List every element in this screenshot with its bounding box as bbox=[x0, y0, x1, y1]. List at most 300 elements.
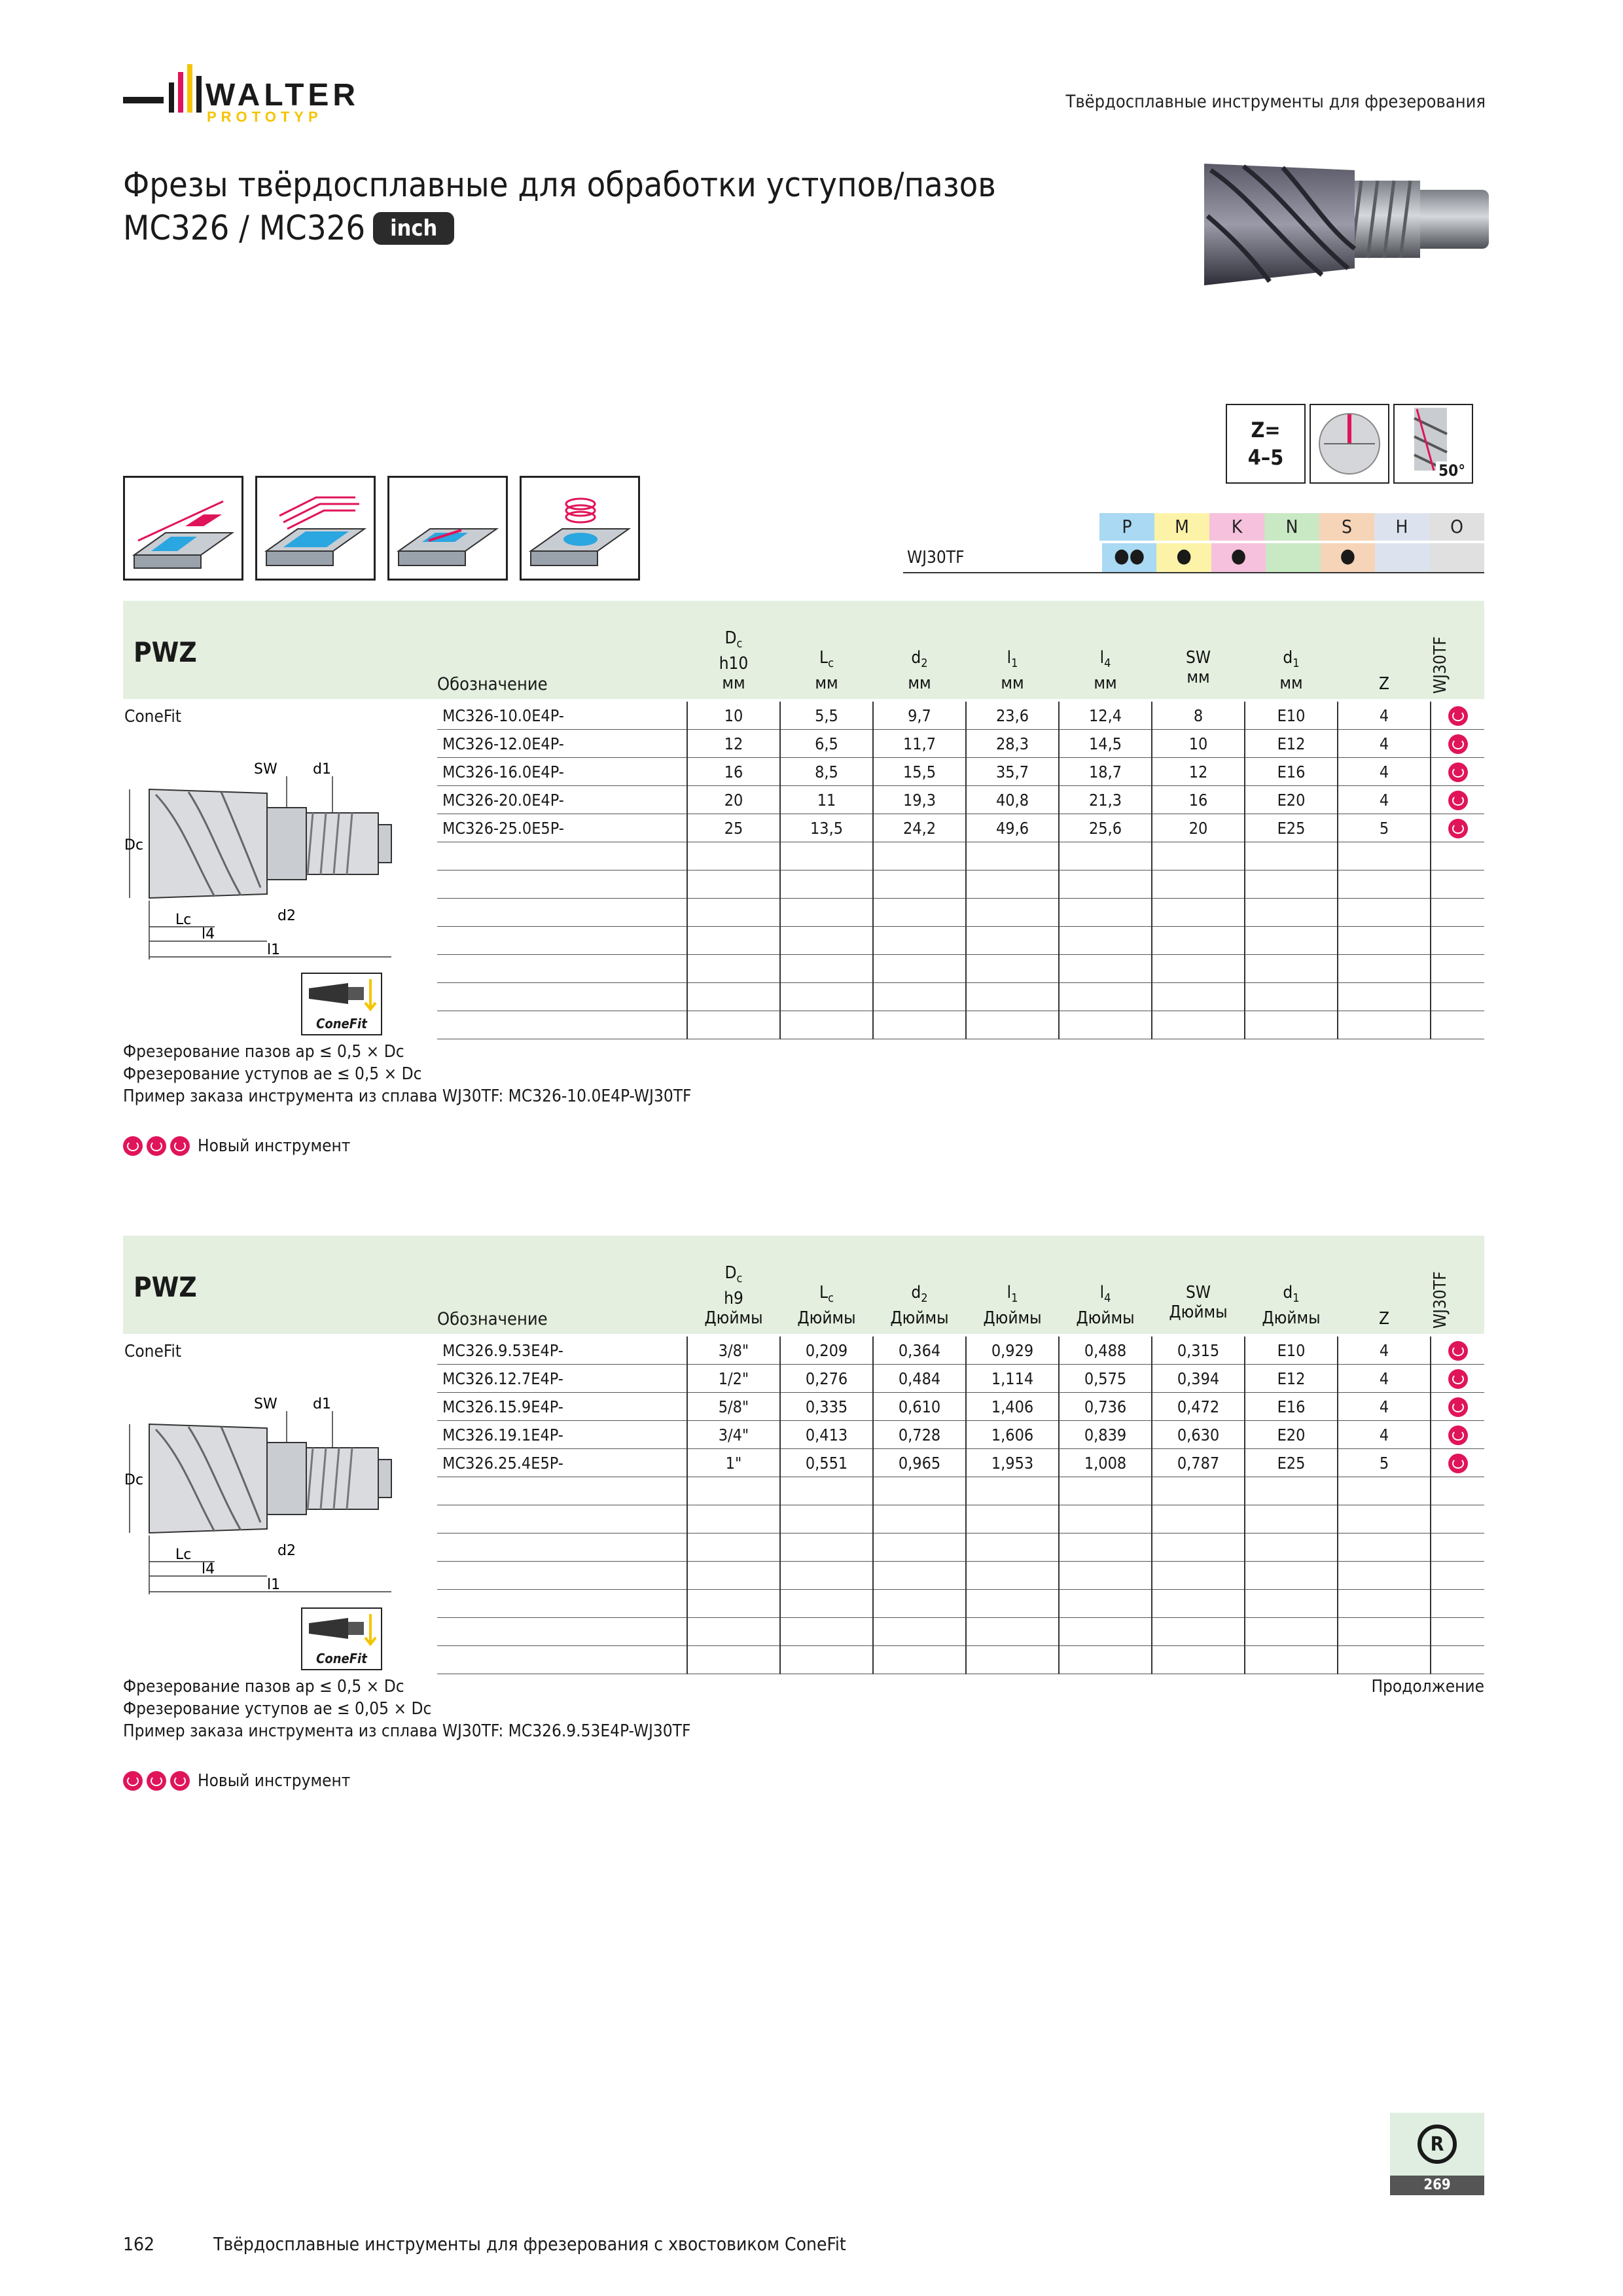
table-row bbox=[437, 1505, 1484, 1534]
new-tool-icon bbox=[147, 1771, 166, 1791]
table2-tool-drawing bbox=[123, 1378, 398, 1601]
value-cell: 0,575 bbox=[1059, 1365, 1152, 1393]
new-tool-icon bbox=[1431, 786, 1484, 814]
value-cell: E25 bbox=[1245, 814, 1338, 842]
new-tool-icon bbox=[1448, 706, 1468, 726]
table2-col-dc: $D_c$ h9 Дюймы bbox=[704, 1263, 763, 1329]
table1-type-label: PWZ bbox=[134, 636, 197, 668]
table1-shank-label: ConeFit bbox=[124, 707, 182, 726]
empty-cell bbox=[1431, 899, 1484, 927]
table2-notes bbox=[123, 1676, 690, 1742]
table1-col-lc: $L_c$ мм bbox=[815, 648, 838, 694]
empty-cell bbox=[873, 1534, 966, 1562]
table-row bbox=[437, 899, 1484, 927]
table-row bbox=[437, 758, 1484, 786]
table2-col-lc: $L_c$ Дюймы bbox=[797, 1283, 856, 1329]
empty-cell bbox=[437, 1562, 687, 1590]
value-cell: 11,7 bbox=[873, 730, 966, 758]
value-cell: 4 bbox=[1338, 702, 1431, 730]
value-cell: 11 bbox=[780, 786, 873, 814]
empty-cell bbox=[1431, 1646, 1484, 1674]
empty-cell bbox=[780, 955, 873, 983]
empty-cell bbox=[873, 1505, 966, 1534]
empty-cell bbox=[1152, 1505, 1245, 1534]
empty-cell bbox=[1338, 1646, 1431, 1674]
value-cell: 12 bbox=[687, 730, 780, 758]
value-cell: 20 bbox=[687, 786, 780, 814]
empty-cell bbox=[1059, 1562, 1152, 1590]
designation-cell: MC326.9.53E4P- bbox=[437, 1336, 687, 1365]
value-cell: 0,630 bbox=[1152, 1421, 1245, 1449]
designation-cell: MC326-25.0E5P- bbox=[437, 814, 687, 842]
value-cell: 4 bbox=[1338, 1421, 1431, 1449]
value-cell: 0,839 bbox=[1059, 1421, 1152, 1449]
empty-cell bbox=[780, 1477, 873, 1505]
value-cell: E20 bbox=[1245, 786, 1338, 814]
empty-cell bbox=[687, 1590, 780, 1618]
empty-cell bbox=[1245, 927, 1338, 955]
new-tool-icon bbox=[1448, 791, 1468, 810]
empty-cell bbox=[1431, 1011, 1484, 1039]
empty-cell bbox=[1059, 842, 1152, 870]
empty-cell bbox=[1338, 1562, 1431, 1590]
helix-angle-icon bbox=[1393, 404, 1473, 484]
empty-cell bbox=[1059, 983, 1152, 1011]
value-cell: 8 bbox=[1152, 702, 1245, 730]
empty-cell bbox=[966, 899, 1059, 927]
label-d2: d2 bbox=[277, 1543, 296, 1559]
empty-cell bbox=[1059, 1011, 1152, 1039]
empty-cell bbox=[966, 1534, 1059, 1562]
table-row bbox=[437, 1393, 1484, 1421]
empty-cell bbox=[687, 1534, 780, 1562]
brand-subname: PROTOTYP bbox=[207, 109, 323, 125]
empty-cell bbox=[437, 955, 687, 983]
table-row bbox=[437, 842, 1484, 870]
table2-col-d1: $d_1$ Дюймы bbox=[1262, 1283, 1321, 1329]
empty-cell bbox=[966, 983, 1059, 1011]
empty-cell bbox=[1338, 927, 1431, 955]
value-cell: 12 bbox=[1152, 758, 1245, 786]
empty-cell bbox=[873, 983, 966, 1011]
empty-cell bbox=[1152, 1590, 1245, 1618]
new-tool-icon bbox=[1431, 1365, 1484, 1393]
table2-shank-label: ConeFit bbox=[124, 1342, 182, 1361]
empty-cell bbox=[1431, 1477, 1484, 1505]
value-cell: 0,610 bbox=[873, 1393, 966, 1421]
new-tool-icon bbox=[1431, 758, 1484, 786]
value-cell: 10 bbox=[1152, 730, 1245, 758]
table2-col-d2: $d_2$ Дюймы bbox=[890, 1283, 949, 1329]
empty-cell bbox=[1338, 983, 1431, 1011]
value-cell: 1,114 bbox=[966, 1365, 1059, 1393]
value-cell: 0,364 bbox=[873, 1336, 966, 1365]
empty-cell bbox=[1431, 1562, 1484, 1590]
material-H: H bbox=[1374, 513, 1429, 541]
empty-cell bbox=[966, 1011, 1059, 1039]
empty-cell bbox=[780, 1646, 873, 1674]
table1-note-3: Пример заказа инструмента из сплава WJ30TF: MC326-10.0E4P-WJ30TF bbox=[123, 1086, 692, 1106]
value-cell: 1,406 bbox=[966, 1393, 1059, 1421]
table1-legend bbox=[123, 1135, 350, 1157]
value-cell: E12 bbox=[1245, 730, 1338, 758]
new-tool-icon bbox=[123, 1136, 143, 1156]
legend-text: Новый инструмент bbox=[198, 1771, 351, 1791]
label-d1: d1 bbox=[313, 761, 331, 778]
empty-cell bbox=[1245, 842, 1338, 870]
material-N: N bbox=[1264, 513, 1319, 541]
new-tool-icon bbox=[1431, 1393, 1484, 1421]
label-sw: SW bbox=[254, 1396, 277, 1412]
empty-cell bbox=[1338, 955, 1431, 983]
value-cell: 0,335 bbox=[780, 1393, 873, 1421]
value-cell: 19,3 bbox=[873, 786, 966, 814]
table-row bbox=[437, 927, 1484, 955]
empty-cell bbox=[873, 1618, 966, 1646]
empty-cell bbox=[873, 870, 966, 899]
table-row bbox=[437, 1011, 1484, 1039]
table-row bbox=[437, 1618, 1484, 1646]
material-P: P bbox=[1099, 513, 1154, 541]
value-cell: E16 bbox=[1245, 758, 1338, 786]
value-cell: 23,6 bbox=[966, 702, 1059, 730]
empty-cell bbox=[1431, 1534, 1484, 1562]
value-cell: 5,5 bbox=[780, 702, 873, 730]
table-row bbox=[437, 1449, 1484, 1477]
table2-body bbox=[437, 1336, 1484, 1674]
new-tool-icon bbox=[1448, 762, 1468, 782]
empty-cell bbox=[687, 1477, 780, 1505]
grade-row bbox=[903, 543, 1484, 573]
value-cell: 0,965 bbox=[873, 1449, 966, 1477]
recycle-r-icon: R bbox=[1418, 2125, 1457, 2164]
value-cell: 25,6 bbox=[1059, 814, 1152, 842]
new-tool-icon bbox=[1448, 734, 1468, 754]
empty-cell bbox=[687, 1011, 780, 1039]
new-tool-icon bbox=[1448, 1397, 1468, 1417]
empty-cell bbox=[687, 955, 780, 983]
table1-grade-vertical: WJ30TF bbox=[1431, 636, 1450, 694]
table-row bbox=[437, 814, 1484, 842]
table2-grade-vertical: WJ30TF bbox=[1431, 1271, 1450, 1329]
empty-cell bbox=[1245, 1562, 1338, 1590]
page-reference[interactable] bbox=[1390, 2113, 1484, 2195]
table-row bbox=[437, 1365, 1484, 1393]
empty-cell bbox=[780, 1618, 873, 1646]
value-cell: 13,5 bbox=[780, 814, 873, 842]
value-cell: 4 bbox=[1338, 1365, 1431, 1393]
value-cell: 0,551 bbox=[780, 1449, 873, 1477]
new-tool-icon bbox=[1431, 702, 1484, 730]
empty-cell bbox=[1059, 1590, 1152, 1618]
continued-label: Продолжение bbox=[1371, 1677, 1484, 1696]
value-cell: 49,6 bbox=[966, 814, 1059, 842]
empty-cell bbox=[780, 1534, 873, 1562]
value-cell: 1,008 bbox=[1059, 1449, 1152, 1477]
empty-cell bbox=[1059, 955, 1152, 983]
value-cell: 15,5 bbox=[873, 758, 966, 786]
empty-cell bbox=[437, 1646, 687, 1674]
empty-cell bbox=[437, 1590, 687, 1618]
table-row bbox=[437, 1562, 1484, 1590]
value-cell: 10 bbox=[687, 702, 780, 730]
empty-cell bbox=[1431, 842, 1484, 870]
dot-M: ● bbox=[1156, 543, 1211, 572]
empty-cell bbox=[437, 1477, 687, 1505]
empty-cell bbox=[873, 927, 966, 955]
value-cell: 0,484 bbox=[873, 1365, 966, 1393]
empty-cell bbox=[687, 1618, 780, 1646]
new-tool-icon bbox=[1431, 814, 1484, 842]
material-header-row bbox=[1099, 513, 1484, 541]
conefit-icon bbox=[301, 1607, 382, 1670]
table1-col-d1: $d_1$ мм bbox=[1279, 648, 1303, 694]
empty-cell bbox=[780, 927, 873, 955]
empty-cell bbox=[1152, 927, 1245, 955]
label-l1: l1 bbox=[267, 1577, 281, 1593]
value-cell: 0,209 bbox=[780, 1336, 873, 1365]
value-cell: 16 bbox=[1152, 786, 1245, 814]
empty-cell bbox=[687, 870, 780, 899]
label-dc: Dc bbox=[124, 837, 144, 853]
table2-note-3: Пример заказа инструмента из сплава WJ30TF: MC326.9.53E4P-WJ30TF bbox=[123, 1721, 691, 1741]
empty-cell bbox=[437, 983, 687, 1011]
table2-col-l4: $l_4$ Дюймы bbox=[1076, 1283, 1135, 1329]
value-cell: 20 bbox=[1152, 814, 1245, 842]
empty-cell bbox=[1338, 1590, 1431, 1618]
empty-cell bbox=[1431, 1505, 1484, 1534]
empty-cell bbox=[873, 899, 966, 927]
value-cell: 1" bbox=[687, 1449, 780, 1477]
table2-note-1: Фрезерование пазов ap ≤ 0,5 × Dc bbox=[123, 1677, 404, 1696]
empty-cell bbox=[1338, 842, 1431, 870]
shoulder-milling-icon bbox=[387, 476, 508, 581]
empty-cell bbox=[1245, 1618, 1338, 1646]
value-cell: 4 bbox=[1338, 1393, 1431, 1421]
table1-col-l1: $l_1$ мм bbox=[1001, 648, 1024, 694]
table-row bbox=[437, 1421, 1484, 1449]
value-cell: 9,7 bbox=[873, 702, 966, 730]
table-row bbox=[437, 730, 1484, 758]
empty-cell bbox=[966, 927, 1059, 955]
empty-cell bbox=[873, 1011, 966, 1039]
value-cell: 3/8" bbox=[687, 1336, 780, 1365]
value-cell: 4 bbox=[1338, 758, 1431, 786]
material-S: S bbox=[1319, 513, 1374, 541]
table2-legend bbox=[123, 1770, 350, 1792]
title-line-2 bbox=[123, 207, 996, 250]
empty-cell bbox=[780, 842, 873, 870]
empty-cell bbox=[1245, 1011, 1338, 1039]
table-row bbox=[437, 1590, 1484, 1618]
empty-cell bbox=[780, 1562, 873, 1590]
empty-cell bbox=[437, 1618, 687, 1646]
section-title: Твёрдосплавные инструменты для фрезерования bbox=[1065, 92, 1486, 112]
table1-col-z: Z bbox=[1378, 674, 1390, 694]
empty-cell bbox=[780, 899, 873, 927]
empty-cell bbox=[1338, 1011, 1431, 1039]
value-cell: 0,736 bbox=[1059, 1393, 1152, 1421]
value-cell: 14,5 bbox=[1059, 730, 1152, 758]
empty-cell bbox=[780, 1505, 873, 1534]
value-cell: 5 bbox=[1338, 814, 1431, 842]
empty-cell bbox=[1152, 870, 1245, 899]
conefit-label: ConeFit bbox=[316, 1016, 367, 1031]
table1-col-dc: $D_c$ h10 мм bbox=[719, 628, 749, 694]
material-O: O bbox=[1429, 513, 1484, 541]
conefit-label: ConeFit bbox=[316, 1651, 367, 1666]
legend-text: Новый инструмент bbox=[198, 1136, 351, 1156]
inch-badge: inch bbox=[373, 212, 454, 245]
reference-page-number: 269 bbox=[1390, 2176, 1484, 2195]
dot-O bbox=[1430, 543, 1484, 572]
page-title bbox=[123, 164, 996, 250]
designation-cell: MC326.15.9E4P- bbox=[437, 1393, 687, 1421]
helix-angle-label: 50° bbox=[1436, 461, 1468, 480]
new-tool-icon bbox=[1431, 1421, 1484, 1449]
value-cell: 8,5 bbox=[780, 758, 873, 786]
new-tool-icon bbox=[1448, 1454, 1468, 1473]
table-row bbox=[437, 1646, 1484, 1674]
empty-cell bbox=[1152, 1562, 1245, 1590]
grade-label: WJ30TF bbox=[907, 548, 965, 567]
dot-N bbox=[1266, 543, 1320, 572]
value-cell: E12 bbox=[1245, 1365, 1338, 1393]
table2-col-z: Z bbox=[1378, 1309, 1390, 1329]
empty-cell bbox=[873, 1646, 966, 1674]
value-cell: 0,276 bbox=[780, 1365, 873, 1393]
empty-cell bbox=[1059, 899, 1152, 927]
empty-cell bbox=[1059, 1618, 1152, 1646]
empty-cell bbox=[1152, 983, 1245, 1011]
new-tool-icon bbox=[147, 1136, 166, 1156]
dot-S: ● bbox=[1321, 543, 1375, 572]
empty-cell bbox=[873, 1477, 966, 1505]
label-dc: Dc bbox=[124, 1472, 144, 1488]
value-cell: 0,728 bbox=[873, 1421, 966, 1449]
empty-cell bbox=[1431, 1618, 1484, 1646]
empty-cell bbox=[780, 1011, 873, 1039]
value-cell: 1/2" bbox=[687, 1365, 780, 1393]
value-cell: 4 bbox=[1338, 786, 1431, 814]
empty-cell bbox=[1245, 1646, 1338, 1674]
value-cell: 12,4 bbox=[1059, 702, 1152, 730]
dot-K: ● bbox=[1211, 543, 1266, 572]
value-cell: 0,413 bbox=[780, 1421, 873, 1449]
material-M: M bbox=[1154, 513, 1209, 541]
helical-interpolation-icon bbox=[520, 476, 640, 581]
empty-cell bbox=[1431, 1590, 1484, 1618]
empty-cell bbox=[1431, 983, 1484, 1011]
empty-cell bbox=[1338, 1534, 1431, 1562]
empty-cell bbox=[966, 1477, 1059, 1505]
designation-cell: MC326.25.4E5P- bbox=[437, 1449, 687, 1477]
designation-cell: MC326-20.0E4P- bbox=[437, 786, 687, 814]
label-l4: l4 bbox=[202, 926, 215, 942]
empty-cell bbox=[1245, 1590, 1338, 1618]
value-cell: 16 bbox=[687, 758, 780, 786]
empty-cell bbox=[437, 842, 687, 870]
empty-cell bbox=[687, 927, 780, 955]
value-cell: 0,315 bbox=[1152, 1336, 1245, 1365]
table-row bbox=[437, 786, 1484, 814]
empty-cell bbox=[1152, 1534, 1245, 1562]
value-cell: 0,787 bbox=[1152, 1449, 1245, 1477]
table1-tool-drawing bbox=[123, 744, 398, 966]
empty-cell bbox=[437, 1534, 687, 1562]
empty-cell bbox=[966, 1505, 1059, 1534]
empty-cell bbox=[966, 870, 1059, 899]
empty-cell bbox=[1338, 899, 1431, 927]
table2-designation-header: Обозначение bbox=[437, 1309, 548, 1329]
value-cell: E25 bbox=[1245, 1449, 1338, 1477]
empty-cell bbox=[1245, 870, 1338, 899]
value-cell: 40,8 bbox=[966, 786, 1059, 814]
value-cell: 0,472 bbox=[1152, 1393, 1245, 1421]
empty-cell bbox=[1152, 1477, 1245, 1505]
new-tool-icon bbox=[1448, 1369, 1468, 1389]
designation-cell: MC326-12.0E4P- bbox=[437, 730, 687, 758]
empty-cell bbox=[780, 1590, 873, 1618]
value-cell: E10 bbox=[1245, 702, 1338, 730]
table2-col-sw: SW Дюймы bbox=[1169, 1283, 1228, 1322]
empty-cell bbox=[437, 899, 687, 927]
empty-cell bbox=[687, 1562, 780, 1590]
new-tool-icon bbox=[170, 1771, 190, 1791]
new-tool-icon bbox=[1448, 1426, 1468, 1445]
table1-col-sw: SW мм bbox=[1186, 648, 1211, 687]
empty-cell bbox=[966, 1562, 1059, 1590]
new-tool-icon bbox=[1448, 819, 1468, 838]
empty-cell bbox=[1059, 870, 1152, 899]
title-line-1: Фрезы твёрдосплавные для обработки уступов/пазов bbox=[123, 166, 996, 205]
title-product-codes: MC326 / MC326 bbox=[123, 209, 366, 248]
new-tool-icon bbox=[123, 1771, 143, 1791]
product-photo bbox=[1191, 157, 1505, 295]
empty-cell bbox=[1059, 927, 1152, 955]
label-l1: l1 bbox=[267, 942, 281, 958]
value-cell: 18,7 bbox=[1059, 758, 1152, 786]
empty-cell bbox=[1245, 1505, 1338, 1534]
designation-cell: MC326-16.0E4P- bbox=[437, 758, 687, 786]
table2-type-label: PWZ bbox=[134, 1271, 197, 1303]
page-number: 162 bbox=[123, 2233, 155, 2255]
empty-cell bbox=[1431, 927, 1484, 955]
table2-note-2: Фрезерование уступов ae ≤ 0,05 × Dc bbox=[123, 1699, 432, 1719]
empty-cell bbox=[780, 870, 873, 899]
footer-text: Твёрдосплавные инструменты для фрезерования с хвостовиком ConeFit bbox=[213, 2233, 846, 2255]
empty-cell bbox=[1338, 1505, 1431, 1534]
table-row bbox=[437, 1534, 1484, 1562]
empty-cell bbox=[687, 983, 780, 1011]
table1-note-2: Фрезерование уступов ae ≤ 0,5 × Dc bbox=[123, 1064, 422, 1084]
empty-cell bbox=[1245, 899, 1338, 927]
empty-cell bbox=[873, 955, 966, 983]
value-cell: 28,3 bbox=[966, 730, 1059, 758]
brand-name: WALTER bbox=[205, 78, 360, 113]
conefit-icon bbox=[301, 973, 382, 1035]
value-cell: 4 bbox=[1338, 1336, 1431, 1365]
empty-cell bbox=[1338, 1477, 1431, 1505]
empty-cell bbox=[966, 1590, 1059, 1618]
designation-cell: MC326.19.1E4P- bbox=[437, 1421, 687, 1449]
empty-cell bbox=[1059, 1646, 1152, 1674]
empty-cell bbox=[1152, 1011, 1245, 1039]
new-tool-icon bbox=[1448, 1341, 1468, 1361]
table-row bbox=[437, 870, 1484, 899]
table-row bbox=[437, 983, 1484, 1011]
empty-cell bbox=[1431, 870, 1484, 899]
